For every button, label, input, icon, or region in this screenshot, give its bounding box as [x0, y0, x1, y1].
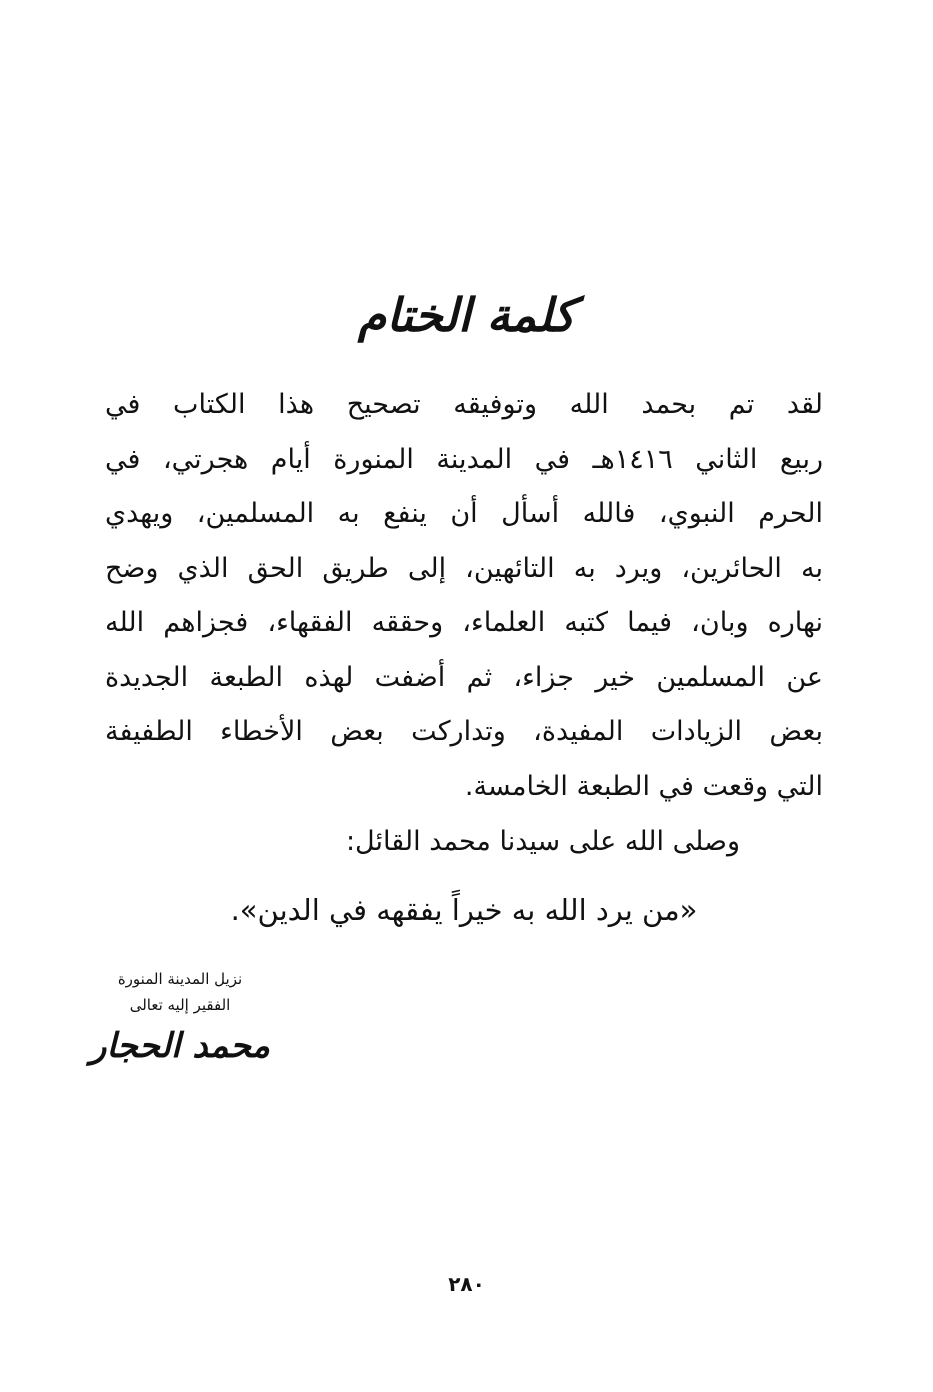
paragraph-line: به الحائرين، ويرد به التائهين، إلى طريق الحق الذي وضح — [105, 552, 823, 584]
paragraph-line: لقد تم بحمد الله وتوفيقه تصحيح هذا الكتاب في — [105, 389, 823, 420]
signature-location: نزيل المدينة المنورة — [117, 970, 243, 988]
hadith-quote: «من يرد الله به خيراً يفقهه في الدين». — [230, 893, 698, 927]
paragraph-line: الحرم النبوي، فالله أسأل أن ينفع به المسلمين، ويهدي — [105, 498, 823, 529]
signature-epithet: الفقير إليه تعالى — [129, 996, 231, 1014]
signature-name: محمد الحجار — [90, 1026, 270, 1066]
paragraph-line: بعض الزيادات المفيدة، وتداركت بعض الأخطاء الطفيفة — [105, 716, 823, 747]
signature-block — [75, 966, 285, 1074]
paragraph-line: ربيع الثاني ١٤١٦هـ في المدينة المنورة أيام هجرتي، في — [105, 443, 823, 475]
paragraph-line: نهاره وبان، فيما كتبه العلماء، وحققه الفقهاء، فجزاهم الله — [105, 607, 823, 638]
blessing-line: وصلى الله على سيدنا محمد القائل: — [345, 826, 740, 857]
closing-paragraph — [105, 378, 823, 814]
paragraph-line: عن المسلمين خير جزاء، ثم أضفت لهذه الطبعة الجديدة — [105, 661, 823, 693]
paragraph-line: التي وقعت في الطبعة الخامسة. — [464, 770, 823, 802]
page-number: ٢٨٠ — [448, 1272, 485, 1296]
page-title: كلمة الختام — [357, 288, 576, 342]
